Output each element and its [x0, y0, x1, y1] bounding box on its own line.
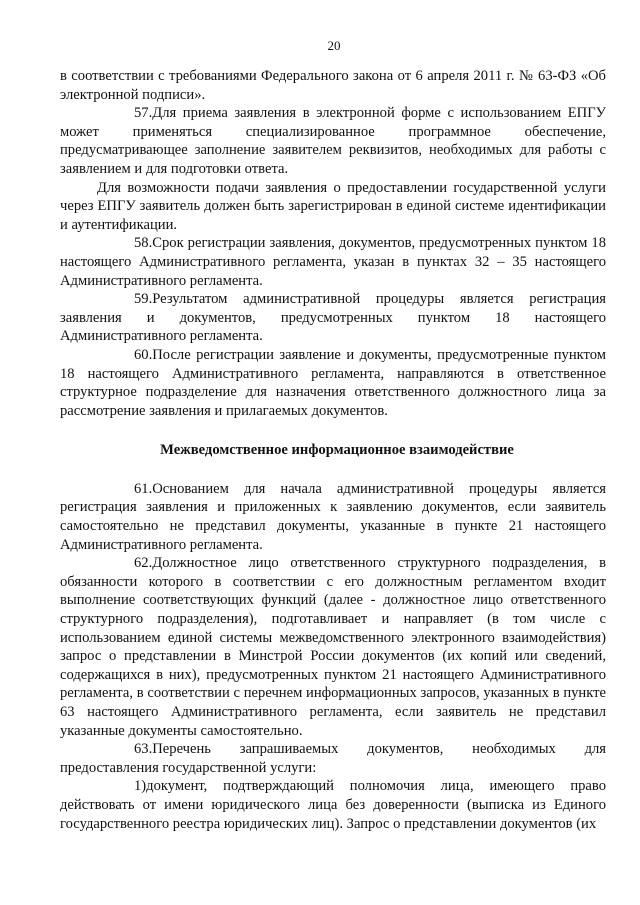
paragraph-text: Должностное лицо ответственного структурного подразделения, в обязанности которого в соответствии с его должностным регламентом входит выполнение соответствующих функций (далее - должностное лицо ответственного структурного подразделения), подготавливает и направляет (в том числе с использованием единой системы межведомственного электронного взаимодействия) запрос о представлении в Минстрой России документов (их копий или сведений, содержащихся в них), предусмотренных пунктом 21 настоящего Административного регламента, в соответствии с перечнем информационных запросов, указанных в пункте 63 настоящего Административного регламента, если заявитель не представил указанные документы самостоятельно.: [60, 555, 606, 739]
paragraph-number: 63.: [134, 741, 153, 758]
paragraph-text: Срок регистрации заявления, документов, предусмотренных пунктом 18 настоящего Административного регламента, указан в пунктах 32 – 35 настоящего Административного регламента.: [60, 235, 606, 289]
paragraph-59: [60, 290, 606, 346]
paragraph-text: После регистрации заявление и документы, предусмотренные пунктом 18 настоящего Административного регламента, направляются в ответственное структурное подразделение для назначения ответственного должностного лица за рассмотрение заявления и прилагаемых документов.: [60, 346, 606, 419]
paragraph-text: Результатом административной процедуры является регистрация заявления и документов, предусмотренных пунктом 18 настоящего Административного регламента.: [60, 291, 606, 345]
document-body: [60, 67, 606, 833]
paragraph-text: Для возможности подачи заявления о предоставлении государственной услуги через ЕПГУ заявитель должен быть зарегистрирован в единой системе идентификации и аутентификации.: [60, 179, 606, 233]
paragraph-number: 62.: [134, 555, 153, 572]
list-item-text: документ, подтверждающий полномочия лица, имеющего право действовать от имени юридического лица без доверенности (выписка из Единого государственного реестра юридических лиц). Запрос о представлении документов (их: [60, 778, 606, 832]
paragraph-60: [60, 346, 606, 420]
paragraph-number: 57.: [134, 105, 153, 122]
paragraph-number: 61.: [134, 480, 153, 497]
paragraph-continuation: [60, 67, 606, 104]
paragraph-number: 58.: [134, 235, 153, 252]
list-item-number: 1): [134, 778, 147, 795]
paragraph-57-continued: [60, 179, 606, 235]
paragraph-62: [60, 554, 606, 740]
list-item-1: [60, 777, 606, 833]
paragraph-text: Для приема заявления в электронной форме с использованием ЕПГУ может применяться специализированное программное обеспечение, предусматривающее заполнение заявителем реквизитов, необходимых для работы с заявлением и для подготовки ответа.: [60, 105, 606, 177]
paragraph-63: [60, 740, 606, 777]
paragraph-number: 60.: [134, 346, 153, 363]
paragraph-text: в соответствии с требованиями Федерального закона от 6 апреля 2011 г. № 63-ФЗ «Об электронной подписи».: [60, 68, 606, 103]
paragraph-61: [60, 480, 606, 554]
paragraph-text: Перечень запрашиваемых документов, необходимых для предоставления государственной услуги:: [60, 741, 606, 776]
page-number: 20: [327, 38, 341, 53]
paragraph-number: 59.: [134, 291, 153, 308]
paragraph-58: [60, 234, 606, 290]
section-heading: Межведомственное информационное взаимодействие: [160, 442, 514, 459]
paragraph-text: Основанием для начала административной процедуры является регистрация заявления и приложенных к заявлению документов, если заявитель самостоятельно не представил документы, указанные в пункте 21 настоящего Административного регламента.: [60, 480, 606, 553]
paragraph-57: [60, 104, 606, 178]
